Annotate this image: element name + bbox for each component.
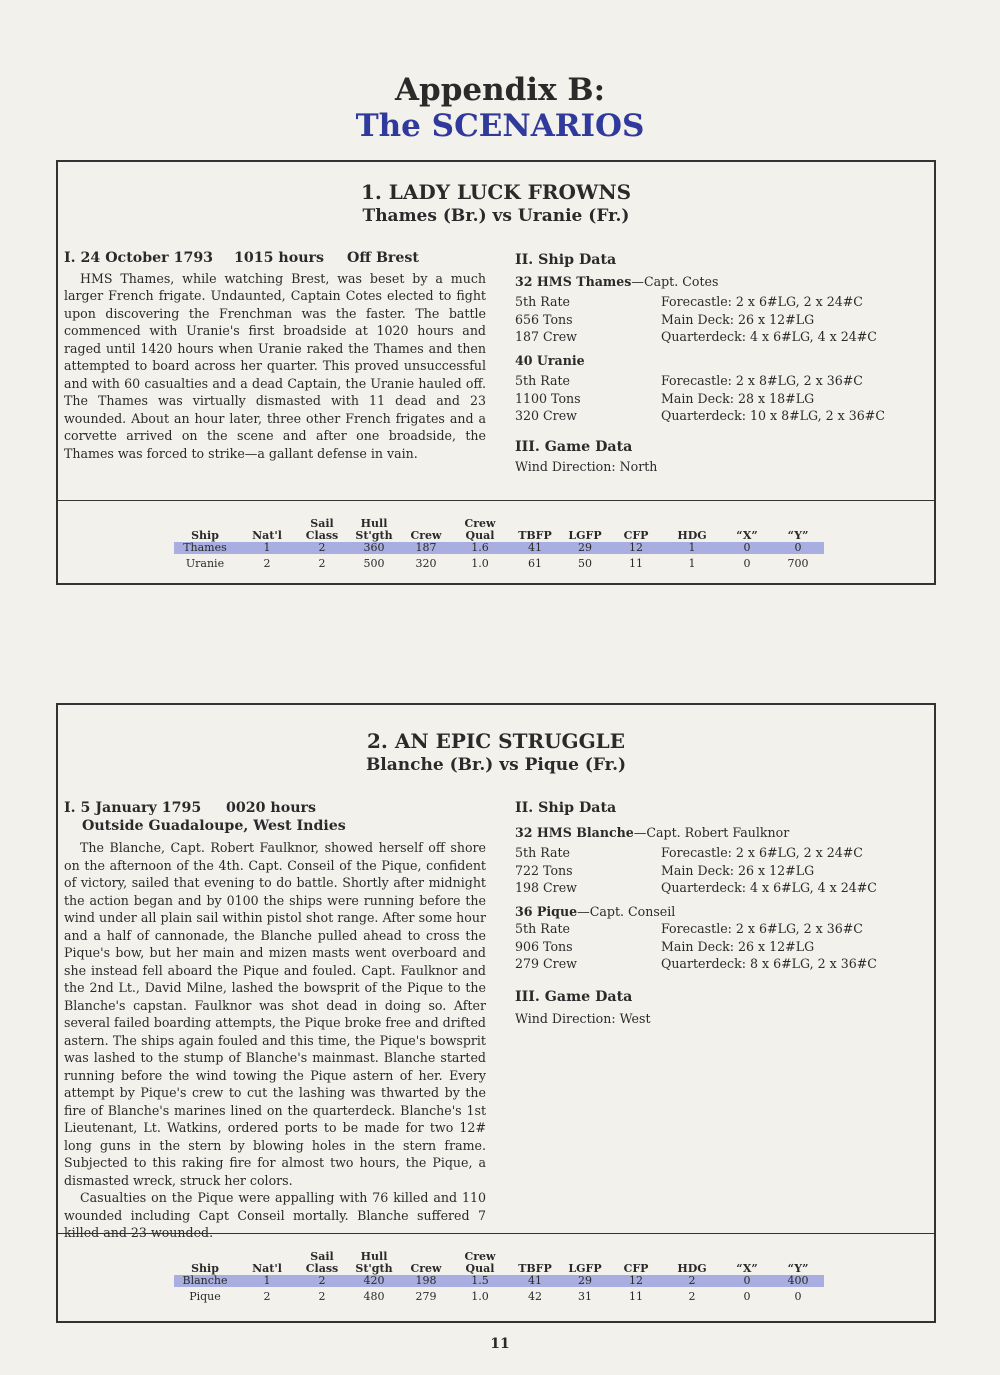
col-crew: Crew — [410, 529, 442, 542]
ship-rate: 5th Rate — [515, 921, 570, 936]
scenario-2-ship-data-label: II. Ship Data — [515, 800, 617, 816]
ship-captain: —Capt. Cotes — [631, 273, 719, 289]
scenario-1-subtitle: Thames (Br.) vs Uranie (Fr.) — [362, 206, 630, 226]
col-crew: Crew — [410, 1262, 442, 1275]
col-lgfp: LGFP — [568, 529, 602, 542]
scenario-1-box — [56, 160, 936, 585]
scenario-1-ship-1-header — [515, 273, 935, 291]
col-ship: Ship — [191, 1262, 219, 1275]
scenario-1-game-table — [174, 518, 824, 570]
col-y: “Y” — [787, 529, 809, 542]
col-cfp: CFP — [623, 1262, 649, 1275]
col-ship: Ship — [191, 529, 219, 542]
ship-quarterdeck: Quarterdeck: 4 x 6#LG, 4 x 24#C — [661, 329, 877, 344]
scenario-2-ship-1-header — [515, 824, 935, 842]
scenario-2-box — [56, 703, 936, 1323]
scenario-2-divider — [58, 1233, 934, 1234]
col-crew-qual: Crew Qual — [464, 1250, 496, 1275]
table-row: Uranie 2 2 500 320 1.0 61 50 11 1 0 700 — [185, 557, 809, 570]
scenario-1-narrative-column — [64, 250, 486, 462]
table-row: Thames 1 2 360 187 1.6 41 29 12 1 0 0 — [174, 542, 824, 554]
col-crew-qual: Crew Qual — [464, 517, 496, 542]
col-sail-class: Sail Class — [305, 1250, 339, 1275]
scenario-1-place: Off Brest — [347, 250, 419, 266]
scenario-2-narrative-column — [64, 800, 486, 1242]
ship-tons: 656 Tons — [515, 311, 573, 327]
col-x: “X” — [736, 529, 758, 542]
scenario-2-section-header — [64, 800, 486, 818]
ship-tons: 906 Tons — [515, 938, 573, 954]
scenario-1-time: 1015 hours — [234, 250, 324, 266]
col-x: “X” — [736, 1262, 758, 1275]
ship-forecastle: Forecastle: 2 x 6#LG, 2 x 24#C — [661, 294, 863, 309]
col-nat: Nat'l — [252, 1262, 282, 1275]
ship-main-deck: Main Deck: 26 x 12#LG — [661, 938, 815, 954]
ship-main-deck: Main Deck: 26 x 12#LG — [661, 311, 815, 327]
ship-forecastle: Forecastle: 2 x 6#LG, 2 x 24#C — [661, 845, 863, 860]
col-tbfp: TBFP — [518, 529, 552, 542]
table-header — [174, 1251, 824, 1275]
scenario-2-time: 0020 hours — [226, 800, 316, 816]
ship-quarterdeck: Quarterdeck: 8 x 6#LG, 2 x 36#C — [661, 956, 877, 971]
col-cfp: CFP — [623, 529, 649, 542]
table-header — [174, 518, 824, 542]
scenario-2-narrative-1: The Blanche, Capt. Robert Faulknor, showed herself off shore on the afternoon of the 4th. Capt. Conseil of the Pique, confident of victory, sailed that evening to do battle. Shortly after midnight the action began and by 0100 the ships were running before the wind under all plain sail within pistol shot range. After some hour and a half of cannonade, the Blanche pulled ahead to cross the Pique's bow, but her main and mizen masts went overboard and she instead fell aboard the Pique and fouled. Capt. Faulknor and the 2nd Lt., David Milne, lashed the bowsprit of the Pique to the Blanche's capstan. Faulknor was shot dead in doing so. After several failed boarding attempts, the Pique broke free and drifted astern. The ships again fouled and this time, the Pique's bowsprit was lashed to the stump of Blanche's mainmast. Blanche started running before the wind towing the Pique astern of her. Every attempt by Pique's crew to cut the lashing was thwarted by the fire of Blanche's marines lined on the quarterdeck. Blanche's 1st Lieutenant, Lt. Watkins, ordered ports to be made for two 12# long guns in the stern by blowing holes in the stern frame. Subjected to this raking fire for almost two hours, the Pique, a dismasted wreck, struck her colors. — [64, 840, 486, 1188]
scenario-1-wind: Wind Direction: North — [515, 459, 658, 474]
scenario-2-wind: Wind Direction: West — [515, 1011, 651, 1026]
scenario-1-ship-data-label: II. Ship Data — [515, 252, 617, 268]
col-tbfp: TBFP — [518, 1262, 552, 1275]
col-hdg: HDG — [677, 1262, 707, 1275]
scenario-2-date: I. 5 January 1795 — [64, 800, 202, 816]
scenario-1-data-column — [515, 252, 935, 476]
ship-name: 32 HMS Blanche — [515, 824, 634, 840]
scenario-2-subtitle: Blanche (Br.) vs Pique (Fr.) — [365, 755, 627, 775]
scenario-1-narrative: HMS Thames, while watching Brest, was beset by a much larger French frigate. Undaunted, Captain Cotes elected to fight upon discovering the Frenchman was the faster. The battle commenced with Uranie's first broadside at 1020 hours and raged until 1420 hours when Uranie raked the Thames and then attempted to board across her quarter. This proved unsuccessful and with 60 casualties and a dead Captain, the Uranie hauled off. The Thames was virtually dismasted with 11 dead and 23 wounded. About an hour later, three other French frigates and a corvette arrived on the scene and after one broadside, the Thames was forced to strike—a gallant defense in vain. — [64, 270, 486, 461]
page-number: 11 — [490, 1336, 510, 1352]
ship-captain: —Capt. Robert Faulknor — [633, 824, 790, 840]
ship-name: 40 Uranie — [515, 352, 585, 368]
col-hull: Hull St'gth — [355, 1250, 393, 1275]
col-hdg: HDG — [677, 529, 707, 542]
ship-main-deck: Main Deck: 28 x 18#LG — [661, 390, 815, 406]
ship-forecastle: Forecastle: 2 x 8#LG, 2 x 36#C — [661, 373, 863, 388]
ship-crew: 187 Crew — [515, 329, 577, 344]
scenario-2-title: 2. AN EPIC STRUGGLE — [367, 729, 625, 753]
table-row: Pique 2 2 480 279 1.0 42 31 11 2 0 0 — [189, 1290, 802, 1303]
ship-rate: 5th Rate — [515, 373, 570, 388]
ship-quarterdeck: Quarterdeck: 10 x 8#LG, 2 x 36#C — [661, 408, 885, 423]
ship-crew: 198 Crew — [515, 880, 577, 895]
ship-name: 36 Pique — [515, 903, 578, 919]
ship-captain: —Capt. Conseil — [577, 903, 676, 919]
scenario-2-game-table — [174, 1251, 824, 1303]
scenario-1-date: I. 24 October 1793 — [64, 250, 214, 266]
scenario-2-data-column — [515, 800, 935, 1028]
col-sail-class: Sail Class — [305, 517, 339, 542]
ship-rate: 5th Rate — [515, 845, 570, 860]
appendix-subtitle: The SCENARIOS — [355, 108, 645, 144]
table-row: Blanche 1 2 420 198 1.5 41 29 12 2 0 400 — [174, 1275, 824, 1287]
ship-main-deck: Main Deck: 26 x 12#LG — [661, 862, 815, 878]
scenario-2-place: Outside Guadaloupe, West Indies — [82, 817, 346, 834]
ship-rate: 5th Rate — [515, 294, 570, 309]
col-hull: Hull St'gth — [355, 517, 393, 542]
scenario-1-section-header — [64, 250, 486, 268]
appendix-title: Appendix B: — [394, 72, 606, 108]
scenario-1-divider — [58, 500, 934, 501]
ship-crew: 320 Crew — [515, 408, 577, 423]
col-y: “Y” — [787, 1262, 809, 1275]
scenario-1-title: 1. LADY LUCK FROWNS — [360, 180, 632, 204]
scenario-1-ship-2-header — [515, 352, 935, 370]
ship-name: 32 HMS Thames — [515, 273, 632, 289]
col-lgfp: LGFP — [568, 1262, 602, 1275]
scenario-1-game-data-label: III. Game Data — [515, 438, 633, 455]
ship-tons: 722 Tons — [515, 862, 573, 878]
ship-tons: 1100 Tons — [515, 390, 581, 406]
col-nat: Nat'l — [252, 529, 282, 542]
scenario-2-narrative-2: Casualties on the Pique were appalling with 76 killed and 110 wounded including Capt Conseil mortally. Blanche suffered 7 killed and 23 wounded. — [64, 1190, 486, 1240]
ship-forecastle: Forecastle: 2 x 6#LG, 2 x 36#C — [661, 921, 863, 936]
ship-quarterdeck: Quarterdeck: 4 x 6#LG, 4 x 24#C — [661, 880, 877, 895]
ship-crew: 279 Crew — [515, 956, 577, 971]
scenario-2-ship-2-header — [515, 903, 935, 921]
scenario-2-game-data-label: III. Game Data — [515, 988, 633, 1005]
